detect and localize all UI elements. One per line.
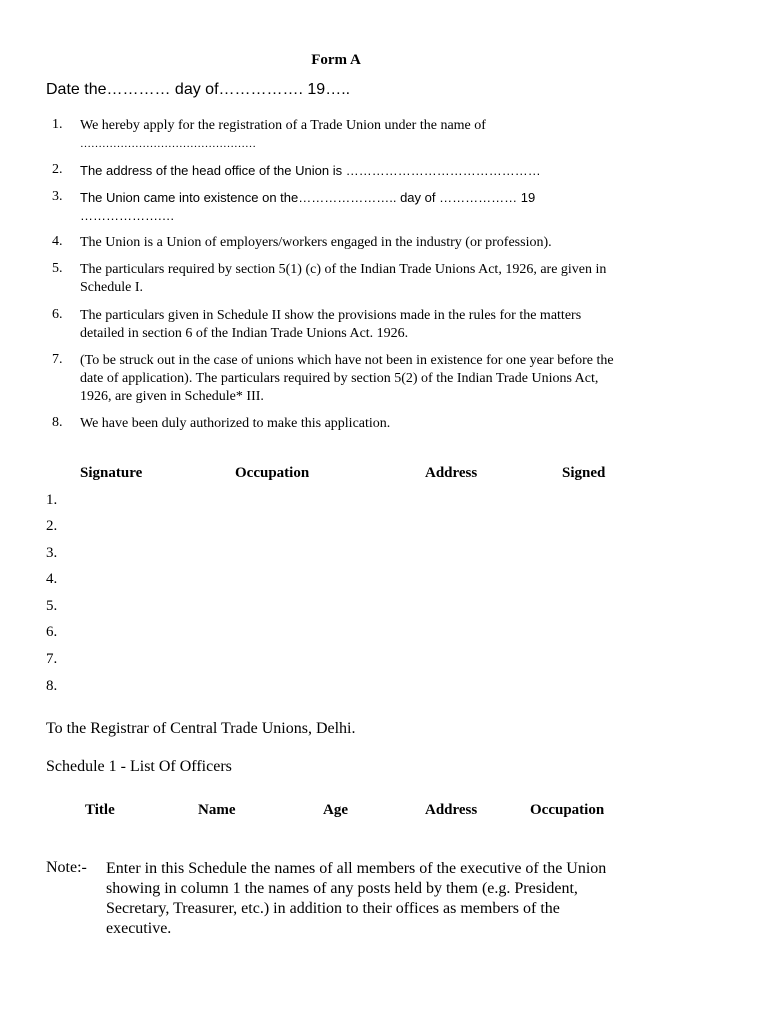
form-title: Form A bbox=[311, 52, 361, 68]
item-number: 8. bbox=[52, 415, 63, 430]
schedule-title: Schedule 1 - List Of Officers bbox=[46, 758, 232, 775]
registrar-line: To the Registrar of Central Trade Unions, Delhi. bbox=[46, 720, 356, 737]
item-number: 7. bbox=[52, 352, 63, 367]
schedule-header-occupation: Occupation bbox=[530, 802, 605, 818]
item-3-blank: ……………….… bbox=[80, 208, 175, 223]
item-number: 5. bbox=[52, 261, 63, 276]
item-2-text: The address of the head office of the Union is ……………………………………… bbox=[80, 163, 541, 178]
item-7-text: (To be struck out in the case of unions which have not been in existence for one year before the date of application). The particulars required by section 5(2) of the Indian Trade Unions Act, 1926, are given in Schedule* III. bbox=[80, 353, 614, 404]
signature-row-number: 7. bbox=[46, 651, 58, 667]
signature-row-number: 3. bbox=[46, 545, 58, 561]
signature-row-number: 2. bbox=[46, 518, 58, 534]
column-header-signature: Signature bbox=[80, 465, 143, 481]
column-header-signed: Signed bbox=[562, 465, 606, 481]
schedule-header-age: Age bbox=[323, 802, 348, 818]
signature-row-number: 6. bbox=[46, 624, 58, 640]
column-header-address: Address bbox=[425, 465, 478, 481]
item-4-text: The Union is a Union of employers/workers engaged in the industry (or profession). bbox=[80, 235, 552, 250]
item-1-blank: ………………………………………… bbox=[80, 138, 256, 150]
item-number: 2. bbox=[52, 162, 63, 177]
item-number: 3. bbox=[52, 189, 63, 204]
date-line: Date the………… day of……………. 19….. bbox=[46, 81, 351, 98]
signature-row-number: 4. bbox=[46, 571, 58, 587]
item-number: 6. bbox=[52, 307, 63, 322]
item-1-line: We hereby apply for the registration of a Trade Union under the name of bbox=[80, 118, 486, 133]
note-text: Enter in this Schedule the names of all members of the executive of the Union showing in column 1 the names of any posts held by them (e.g. President, Secretary, Treasurer, etc.) in addition to their offices as members of the executive. bbox=[106, 860, 607, 937]
item-number: 1. bbox=[52, 117, 63, 132]
column-header-occupation: Occupation bbox=[235, 465, 310, 481]
signature-row-number: 8. bbox=[46, 678, 58, 694]
item-text bbox=[80, 117, 620, 153]
note-label: Note:- bbox=[46, 859, 87, 876]
item-number: 4. bbox=[52, 234, 63, 249]
schedule-header-name: Name bbox=[198, 802, 236, 818]
item-text bbox=[80, 189, 620, 225]
item-5-text: The particulars required by section 5(1) (c) of the Indian Trade Unions Act, 1926, are given in Schedule I. bbox=[80, 262, 607, 295]
item-8-text: We have been duly authorized to make this application. bbox=[80, 416, 391, 431]
signature-row-number: 1. bbox=[46, 492, 58, 508]
item-6-text: The particulars given in Schedule II show the provisions made in the rules for the matters detailed in section 6 of the Indian Trade Unions Act. 1926. bbox=[80, 308, 582, 341]
signature-row-number: 5. bbox=[46, 598, 58, 614]
schedule-header-address: Address bbox=[425, 802, 478, 818]
schedule-header-title: Title bbox=[85, 802, 115, 818]
item-3-line: The Union came into existence on the………………….. day of ……………… 19 bbox=[80, 190, 536, 205]
